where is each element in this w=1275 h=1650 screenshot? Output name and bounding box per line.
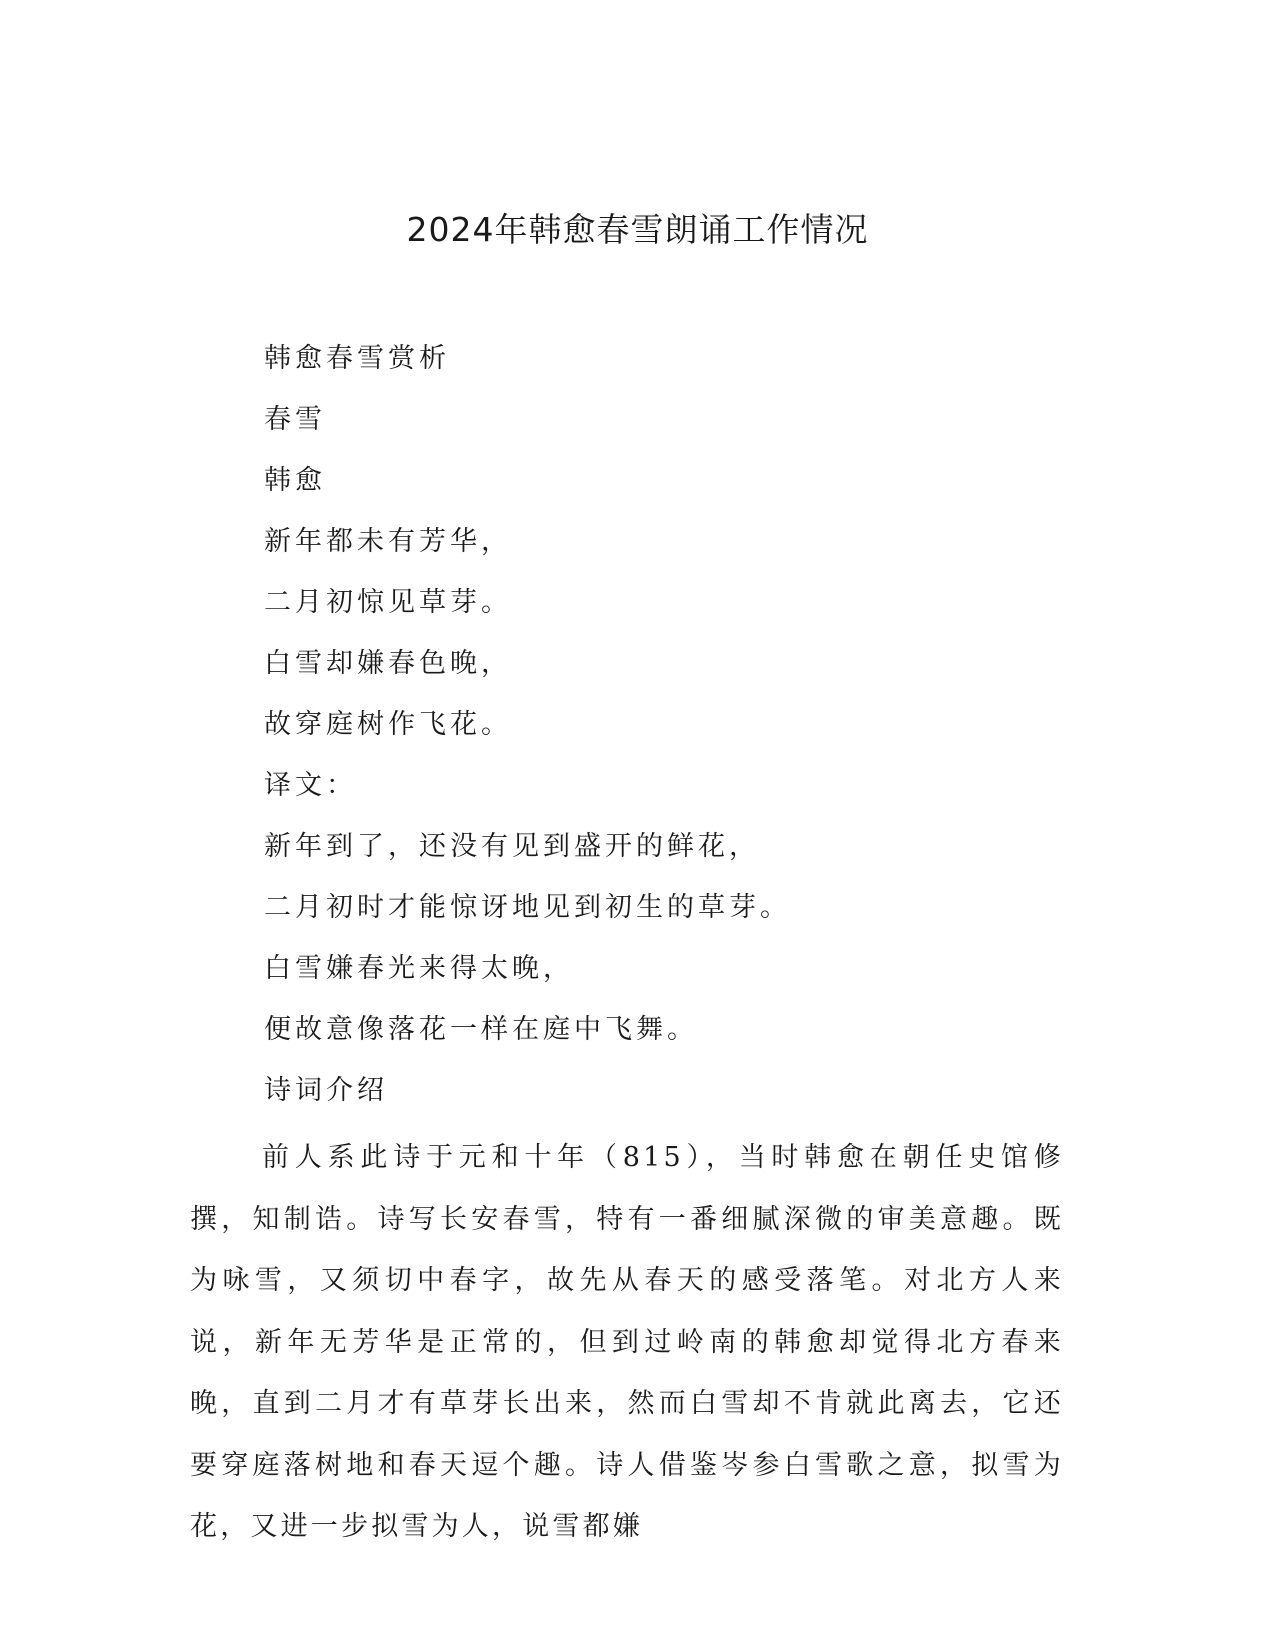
translation-line-1: 新年到了，还没有见到盛开的鲜花， (264, 831, 760, 862)
poem-section (264, 328, 1084, 1121)
introduction-paragraph: 前人系此诗于元和十年（815），当时韩愈在朝任史馆修撰，知制诰。诗写长安春雪，特有一番细腻深微的审美意趣。既为咏雪，又须切中春字，故先从春天的感受落笔。对北方人来说，新年无芳华是正常的，但到过岭南的韩愈却觉得北方春来晚，直到二月才有草芽长出来，然而白雪却不肯就此离去，它还要穿庭落树地和春天逗个趣。诗人借鉴岑参白雪歌之意，拟雪为花，又进一步拟雪为人，说雪都嫌 (190, 1142, 1064, 1542)
document-title: 2024年韩愈春雪朗诵工作情况 (406, 210, 869, 249)
translation-line-4: 便故意像落花一样在庭中飞舞。 (264, 1014, 698, 1045)
translation-line-3: 白雪嫌春光来得太晚， (264, 953, 574, 984)
introduction-heading: 诗词介绍 (264, 1075, 388, 1106)
poem-author: 韩愈 (264, 465, 326, 496)
translation-heading: 译文： (264, 770, 357, 801)
poem-title: 春雪 (264, 404, 326, 435)
section-heading-analysis: 韩愈春雪赏析 (264, 343, 450, 374)
translation-line-2: 二月初时才能惊讶地见到初生的草芽。 (264, 892, 791, 923)
poem-line-2: 二月初惊见草芽。 (264, 587, 512, 618)
poem-line-3: 白雪却嫌春色晚， (264, 648, 512, 679)
poem-line-1: 新年都未有芳华， (264, 526, 512, 557)
poem-line-4: 故穿庭树作飞花。 (264, 709, 512, 740)
